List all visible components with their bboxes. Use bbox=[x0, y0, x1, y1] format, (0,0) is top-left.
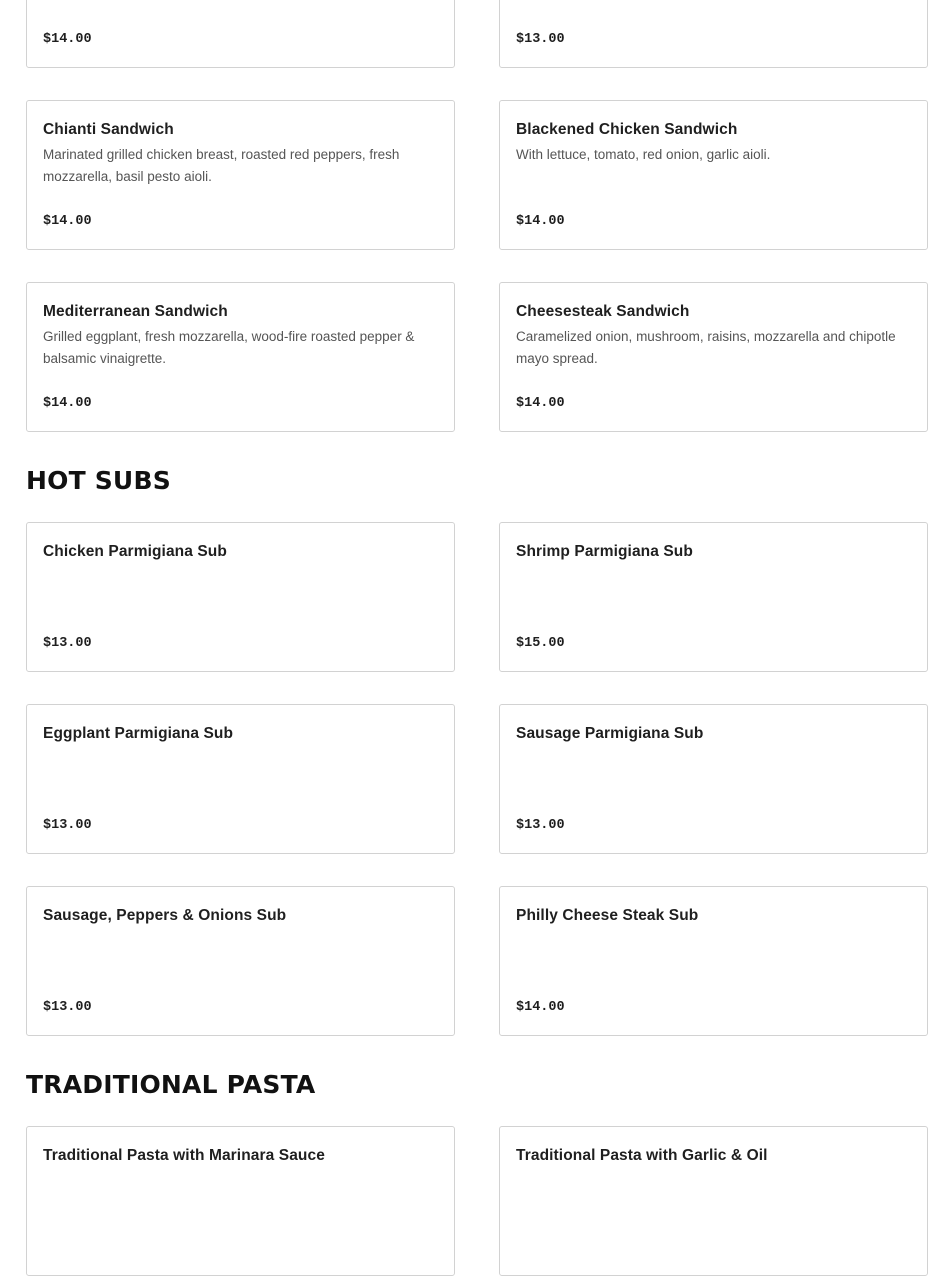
menu-item-name: Sausage, Peppers & Onions Sub bbox=[43, 907, 287, 924]
menu-item-card[interactable] bbox=[26, 522, 455, 672]
menu-item-card[interactable] bbox=[26, 100, 455, 250]
menu-item-card[interactable] bbox=[499, 886, 928, 1036]
menu-item-name: Philly Cheese Steak Sub bbox=[516, 907, 699, 924]
menu-item-price: $14.00 bbox=[43, 214, 92, 229]
menu-item-description: Grilled eggplant, fresh mozzarella, wood-fire roasted pepper & balsamic vinaigrette. bbox=[43, 329, 415, 366]
menu-item-price: $14.00 bbox=[43, 32, 92, 47]
section-heading-traditional-pasta: TRADITIONAL PASTA bbox=[26, 1070, 316, 1099]
menu-item-card[interactable] bbox=[26, 886, 455, 1036]
menu-item-price: $14.00 bbox=[516, 396, 565, 411]
menu-item-card[interactable] bbox=[26, 0, 455, 68]
menu-item-name: Sausage Parmigiana Sub bbox=[516, 725, 704, 742]
menu-item-card[interactable] bbox=[499, 100, 928, 250]
menu-item-name: Blackened Chicken Sandwich bbox=[516, 121, 738, 138]
traditional-pasta-grid bbox=[26, 1126, 928, 1276]
menu-item-description: With lettuce, tomato, red onion, garlic aioli. bbox=[516, 147, 771, 162]
hot-subs-grid bbox=[26, 522, 928, 1036]
menu-item-name: Traditional Pasta with Garlic & Oil bbox=[516, 1147, 768, 1164]
menu-item-card[interactable] bbox=[499, 0, 928, 68]
sandwiches-top-grid bbox=[26, 0, 928, 68]
menu-item-card[interactable] bbox=[499, 704, 928, 854]
menu-item-price: $15.00 bbox=[516, 636, 565, 651]
menu-item-card[interactable] bbox=[499, 1126, 928, 1276]
menu-item-price: $14.00 bbox=[516, 214, 565, 229]
menu-item-name: Cheesesteak Sandwich bbox=[516, 303, 690, 320]
menu-item-price: $14.00 bbox=[43, 396, 92, 411]
menu-item-price: $13.00 bbox=[43, 636, 92, 651]
menu-item-name: Shrimp Parmigiana Sub bbox=[516, 543, 693, 560]
menu-item-card[interactable] bbox=[499, 522, 928, 672]
menu-item-description: Caramelized onion, mushroom, raisins, mozzarella and chipotle mayo spread. bbox=[516, 329, 896, 366]
menu-item-name: Eggplant Parmigiana Sub bbox=[43, 725, 234, 742]
menu-item-card[interactable] bbox=[26, 1126, 455, 1276]
menu-item-price: $13.00 bbox=[516, 818, 565, 833]
menu-item-name: Traditional Pasta with Marinara Sauce bbox=[43, 1147, 325, 1164]
menu-item-price: $13.00 bbox=[516, 32, 565, 47]
menu-item-price: $13.00 bbox=[43, 818, 92, 833]
menu-item-card[interactable] bbox=[26, 282, 455, 432]
menu-item-name: Chicken Parmigiana Sub bbox=[43, 543, 227, 560]
menu-item-card[interactable] bbox=[499, 282, 928, 432]
menu-item-price: $13.00 bbox=[43, 1000, 92, 1015]
menu-item-card[interactable] bbox=[26, 704, 455, 854]
menu-item-name: Mediterranean Sandwich bbox=[43, 303, 228, 320]
section-heading-hot-subs: HOT SUBS bbox=[26, 466, 171, 495]
menu-item-name: Chianti Sandwich bbox=[43, 121, 174, 138]
menu-item-description: Marinated grilled chicken breast, roasted red peppers, fresh mozzarella, basil pesto aioli. bbox=[43, 147, 400, 184]
sandwiches-grid bbox=[26, 100, 928, 432]
menu-item-price: $14.00 bbox=[516, 1000, 565, 1015]
